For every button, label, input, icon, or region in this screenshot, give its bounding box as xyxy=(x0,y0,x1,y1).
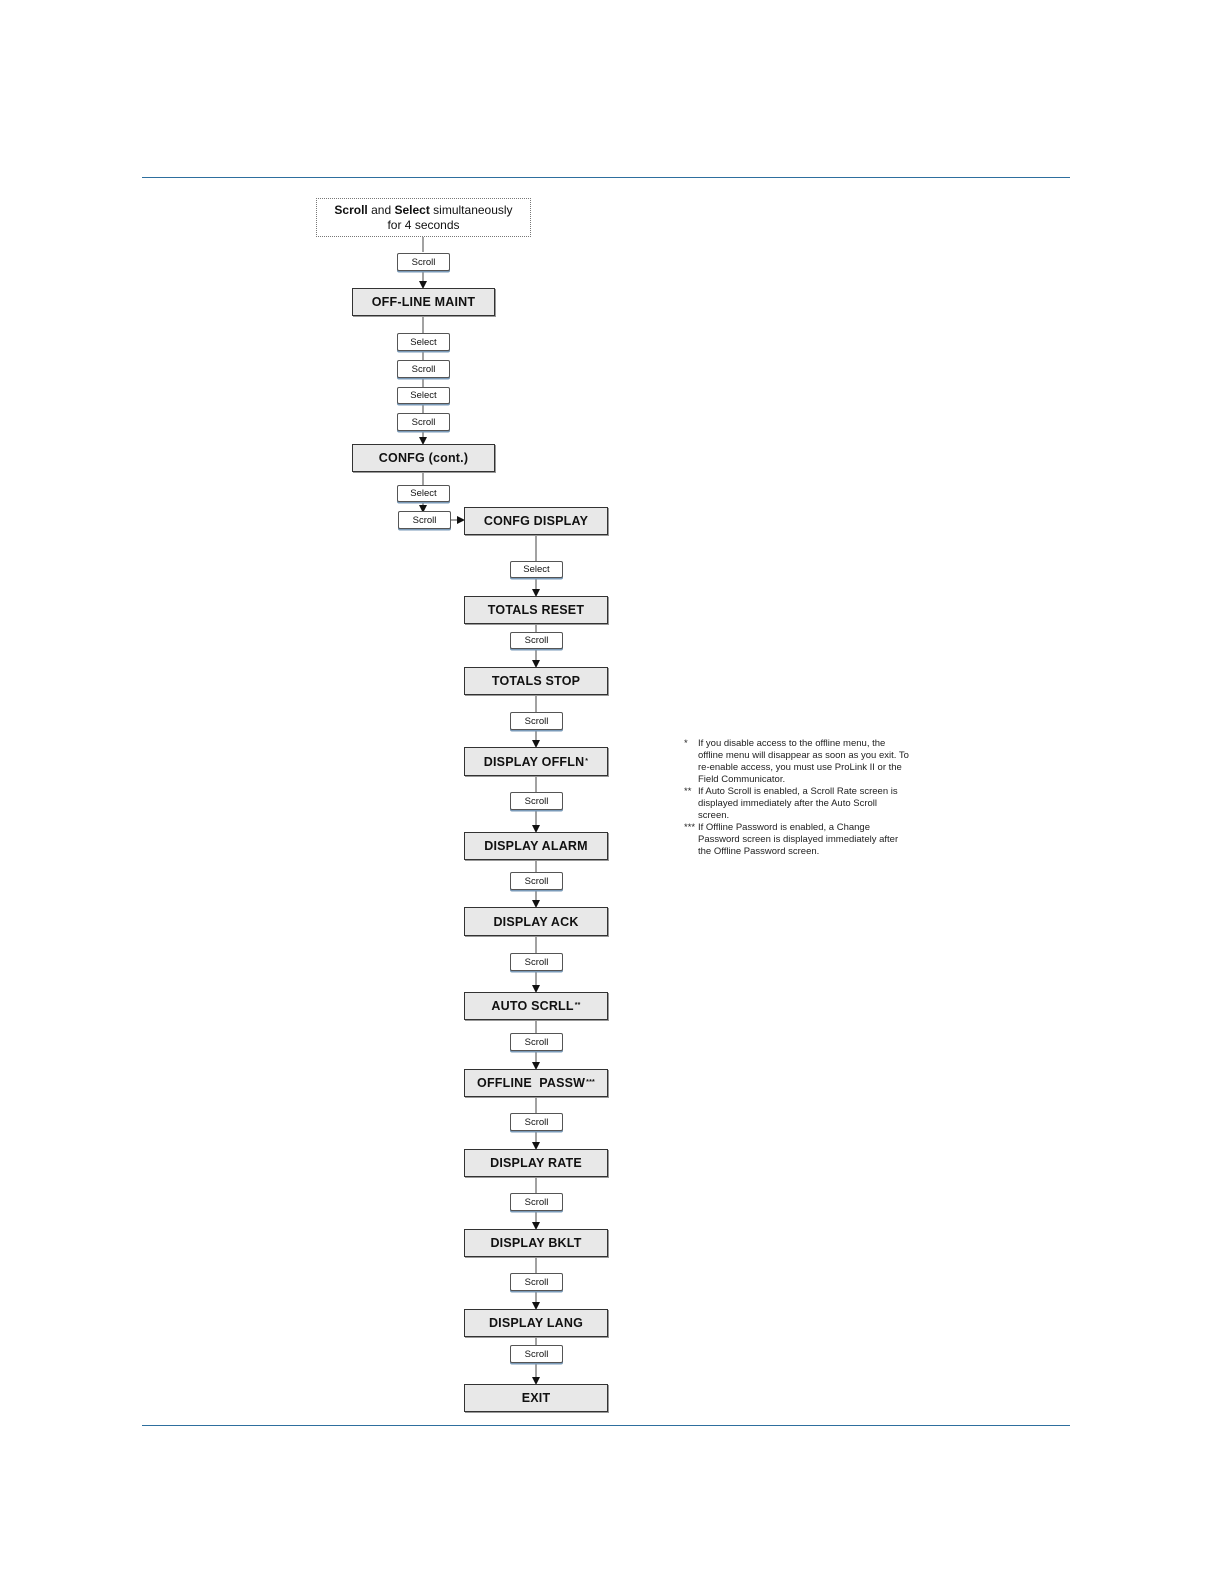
start-select-word: Select xyxy=(394,203,430,217)
scroll-key[interactable]: Scroll xyxy=(510,1033,563,1051)
menu-display-offln: DISPLAY OFFLN * xyxy=(464,747,608,776)
menu-label: AUTO SCRLL xyxy=(491,999,574,1013)
bottom-rule xyxy=(142,1425,1070,1426)
scroll-key[interactable]: Scroll xyxy=(510,632,563,649)
menu-label: TOTALS RESET xyxy=(487,603,585,617)
top-rule xyxy=(142,177,1070,178)
menu-offline-maint xyxy=(352,288,495,316)
footnote-1 xyxy=(684,738,909,786)
start-line2: for 4 seconds xyxy=(387,218,460,232)
menu-label: CONFG (cont.) xyxy=(378,451,469,465)
menu-offline-passw: OFFLINE PASSW *** xyxy=(464,1069,608,1097)
menu-label: DISPLAY BKLT xyxy=(490,1236,582,1250)
menu-label: DISPLAY ACK xyxy=(493,914,579,929)
menu-label: DISPLAY LANG xyxy=(488,1316,584,1330)
select-key[interactable]: Select xyxy=(510,561,563,578)
menu-label: CONFG DISPLAY xyxy=(483,514,589,528)
scroll-key[interactable]: Scroll xyxy=(397,413,450,431)
scroll-key[interactable]: Scroll xyxy=(397,253,450,271)
menu-display-lang xyxy=(464,1309,608,1337)
start-instruction xyxy=(316,198,531,237)
scroll-key[interactable]: Scroll xyxy=(510,953,563,971)
footnote-2 xyxy=(684,786,909,822)
footnotes xyxy=(684,738,909,858)
menu-display-alarm xyxy=(464,832,608,860)
scroll-key[interactable]: Scroll xyxy=(510,792,563,810)
menu-config-display xyxy=(464,507,608,535)
start-scroll-word: Scroll xyxy=(334,203,368,217)
menu-exit xyxy=(464,1384,608,1412)
scroll-key[interactable]: Scroll xyxy=(398,511,451,529)
menu-display-bklt xyxy=(464,1229,608,1257)
scroll-key[interactable]: Scroll xyxy=(510,1273,563,1291)
scroll-key[interactable]: Scroll xyxy=(510,872,563,890)
footnote-mark: ** xyxy=(684,786,692,797)
select-key[interactable]: Select xyxy=(397,387,450,404)
footnote-text: If Offline Password is enabled, a Change Password screen is displayed immediately after the Offline Password screen. xyxy=(698,822,899,857)
footnote-text: If Auto Scroll is enabled, a Scroll Rate screen is displayed immediately after the Auto Scroll screen. xyxy=(698,786,898,821)
select-key[interactable]: Select xyxy=(397,333,450,351)
menu-label: DISPLAY ALARM xyxy=(484,839,588,853)
footnote-3 xyxy=(684,822,909,858)
footnote-text: If you disable access to the offline menu, the offline menu will disappear as soon as you exit. To re-enable access, you must use ProLink II or the Field Communicator. xyxy=(698,738,909,785)
menu-label: OFFLINE PASSW xyxy=(477,1076,586,1090)
scroll-key[interactable]: Scroll xyxy=(510,712,563,730)
scroll-key[interactable]: Scroll xyxy=(510,1345,563,1363)
menu-label: DISPLAY RATE xyxy=(490,1156,582,1170)
menu-totals-reset xyxy=(464,596,608,624)
footnote-mark: * xyxy=(684,738,688,749)
menu-display-ack xyxy=(464,907,608,936)
footnote-mark: *** xyxy=(684,822,696,833)
scroll-key[interactable]: Scroll xyxy=(397,360,450,378)
scroll-key[interactable]: Scroll xyxy=(510,1193,563,1211)
menu-config-cont xyxy=(352,444,495,472)
start-and: and xyxy=(367,203,395,217)
menu-display-rate xyxy=(464,1149,608,1177)
start-rest: simultaneously xyxy=(429,203,513,217)
menu-label: TOTALS STOP xyxy=(491,674,581,688)
menu-auto-scrll: AUTO SCRLL ** xyxy=(464,992,608,1020)
menu-label: OFF-LINE MAINT xyxy=(371,295,476,309)
menu-label: EXIT xyxy=(521,1391,551,1405)
scroll-key[interactable]: Scroll xyxy=(510,1113,563,1131)
select-key[interactable]: Select xyxy=(397,485,450,502)
menu-label: DISPLAY OFFLN xyxy=(483,754,585,769)
menu-totals-stop xyxy=(464,667,608,695)
